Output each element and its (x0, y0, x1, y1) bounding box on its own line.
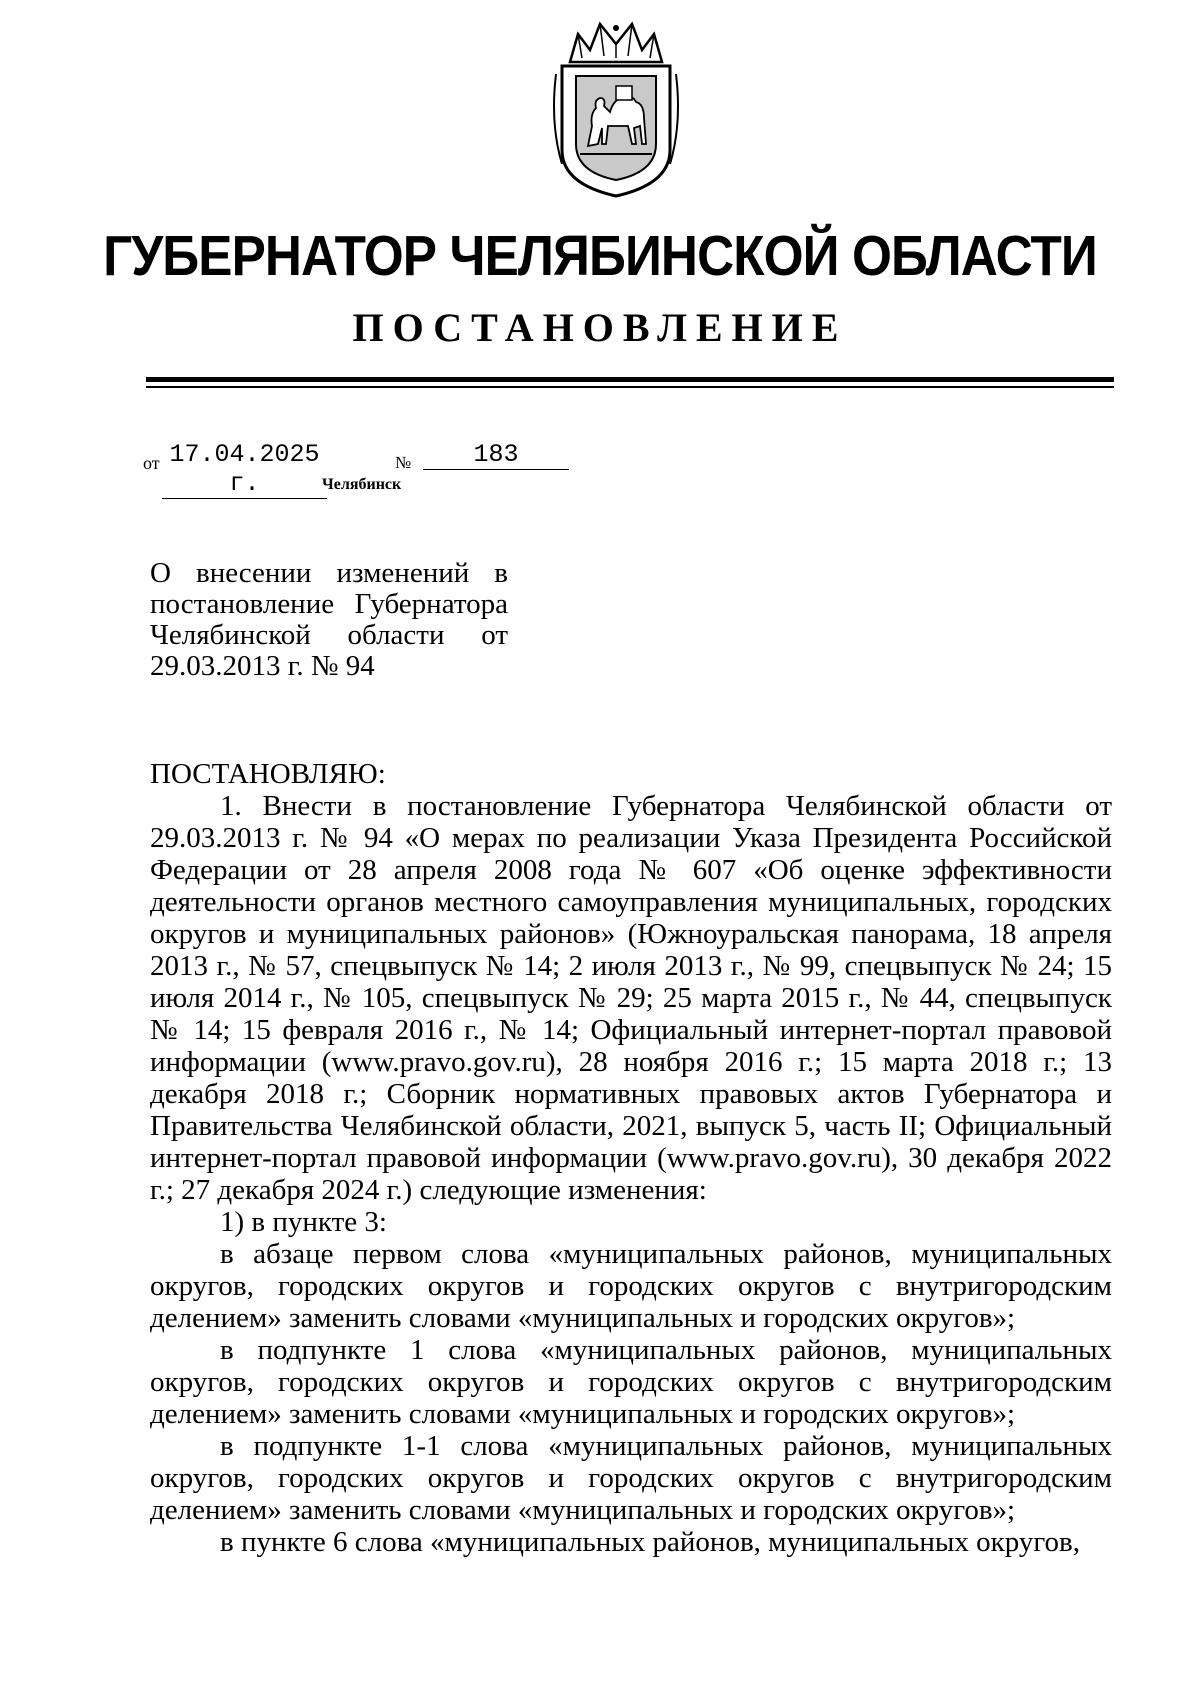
paragraph: в абзаце первом слова «муниципальных районов, муниципальных округов, городских округов и городских округов с внутригородским делением» заменить словами «муниципальных и городских округов»; (150, 1238, 1112, 1334)
paragraph: 1. Внести в постановление Губернатора Челябинской области от 29.03.2013 г. № 94 «О мерах по реализации Указа Президента Российской Федерации от 28 апреля 2008 года № 607 «Об оценке эффективности деятельности органов местного самоуправления муниципальных, городских округов и муниципальных районов» (Южноуральская панорама, 18 апреля 2013 г., № 57, спецвыпуск № 14; 2 июля 2013 г., № 99, спецвыпуск № 24; 15 июля 2014 г., № 105, спецвыпуск № 29; 25 марта 2015 г., № 44, спецвыпуск № 14; 15 февраля 2016 г., № 14; Официальный интернет-портал правовой информации (www.pravo.gov.ru), 28 ноября 2016 г.; 15 марта 2018 г.; 13 декабря 2018 г.; Сборник нормативных правовых актов Губернатора и Правительства Челябинской области, 2021, выпуск 5, часть II; Официальный интернет-портал правовой информации (www.pravo.gov.ru), 30 декабря 2022 г.; 27 декабря 2024 г.) следующие изменения: (150, 790, 1112, 1206)
paragraph: в пункте 6 слова «муниципальных районов, муниципальных округов, (220, 1526, 1080, 1558)
date-prefix: от (143, 453, 160, 473)
agency-title: ГУБЕРНАТОР ЧЕЛЯБИНСКОЙ ОБЛАСТИ (103, 224, 1097, 288)
city: Челябинск (322, 476, 402, 493)
paragraph: в подпункте 1 слова «муниципальных районов, муниципальных округов, городских округов и городских округов с внутригородским делением» заменить словами «муниципальных и городских округов»; (150, 1334, 1112, 1430)
body-text (150, 790, 1112, 1558)
dateline (0, 440, 1200, 500)
paragraph: 1) в пункте 3: (220, 1206, 387, 1238)
document-type: ПОСТАНОВЛЕНИЕ (352, 305, 848, 350)
coat-of-arms-icon (548, 14, 684, 204)
decree-word: ПОСТАНОВЛЯЮ: (150, 758, 386, 790)
paragraph: в подпункте 1-1 слова «муниципальных районов, муниципальных округов, городских округов и городских округов с внутригородским делением» заменить словами «муниципальных и городских округов»; (150, 1430, 1112, 1526)
document-number: 183 (423, 440, 569, 470)
document-subject: О внесении изменений в постановление Губернатора Челябинской области от 29.03.2013 г. № 94 (150, 557, 508, 682)
document-date: 17.04.2025 г. (162, 440, 327, 499)
number-sign: № (395, 453, 412, 472)
header-rule-thick (146, 377, 1114, 382)
header-rule-thin (146, 386, 1114, 388)
